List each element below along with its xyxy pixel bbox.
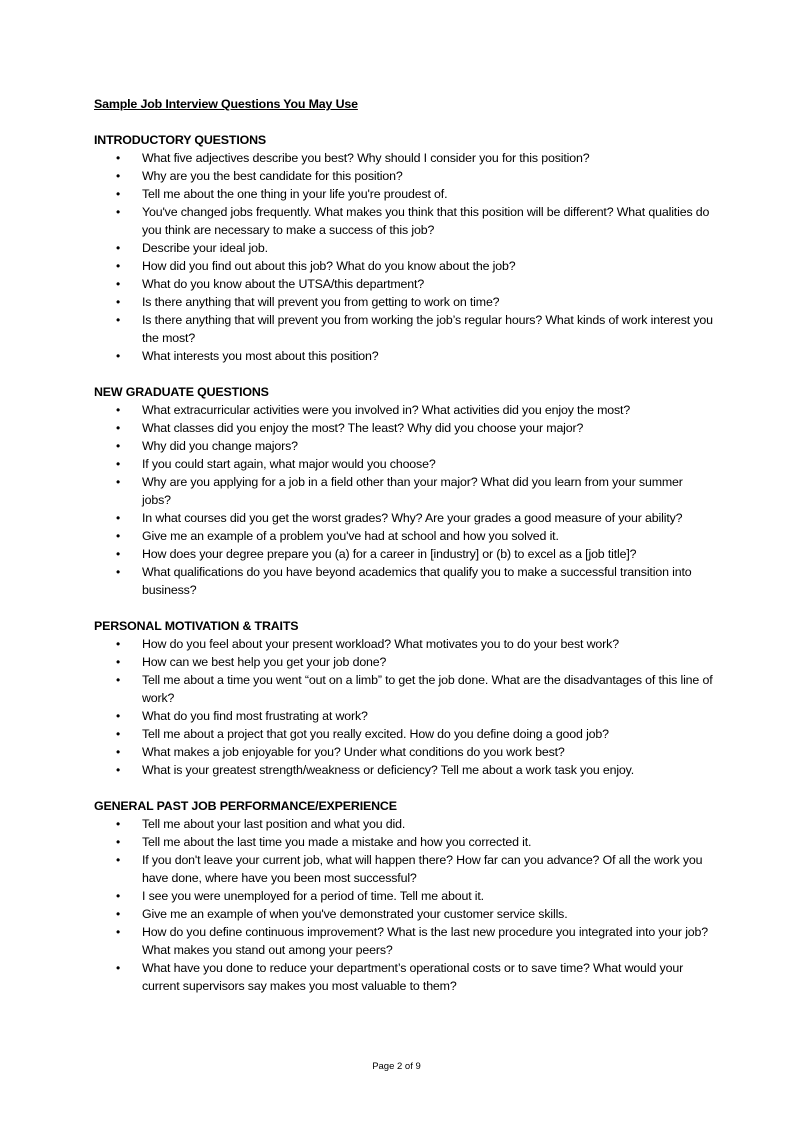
section-heading: PERSONAL MOTIVATION & TRAITS bbox=[94, 619, 299, 633]
bullet-icon: • bbox=[116, 925, 121, 939]
question-item bbox=[94, 527, 714, 545]
question-list bbox=[94, 815, 714, 995]
question-item bbox=[94, 419, 714, 437]
question-item bbox=[94, 635, 714, 653]
question-item bbox=[94, 833, 714, 851]
question-text: What do you find most frustrating at work? bbox=[142, 709, 368, 723]
bullet-icon: • bbox=[116, 565, 121, 579]
question-item bbox=[94, 851, 714, 887]
question-text: What five adjectives describe you best? Why should I consider you for this position? bbox=[142, 151, 590, 165]
question-item bbox=[94, 959, 714, 995]
bullet-icon: • bbox=[116, 817, 121, 831]
question-text: Tell me about your last position and what you did. bbox=[142, 817, 406, 831]
question-item bbox=[94, 815, 714, 833]
question-item bbox=[94, 761, 714, 779]
question-text: Tell me about the one thing in your life you're proudest of. bbox=[142, 187, 448, 201]
question-text: If you don't leave your current job, what will happen there? How far can you advance? Of all the work you have done, where have you been most successful? bbox=[142, 853, 703, 885]
section-heading: GENERAL PAST JOB PERFORMANCE/EXPERIENCE bbox=[94, 799, 397, 813]
bullet-icon: • bbox=[116, 169, 121, 183]
question-item bbox=[94, 239, 714, 257]
question-text: Is there anything that will prevent you from getting to work on time? bbox=[142, 295, 500, 309]
question-item bbox=[94, 455, 714, 473]
bullet-icon: • bbox=[116, 853, 121, 867]
bullet-icon: • bbox=[116, 529, 121, 543]
question-item bbox=[94, 653, 714, 671]
question-text: What extracurricular activities were you involved in? What activities did you enjoy the most? bbox=[142, 403, 631, 417]
question-item bbox=[94, 887, 714, 905]
bullet-icon: • bbox=[116, 655, 121, 669]
bullet-icon: • bbox=[116, 907, 121, 921]
question-item bbox=[94, 311, 714, 347]
bullet-icon: • bbox=[116, 637, 121, 651]
section bbox=[94, 797, 714, 995]
question-text: How did you find out about this job? What do you know about the job? bbox=[142, 259, 516, 273]
question-list bbox=[94, 149, 714, 365]
bullet-icon: • bbox=[116, 187, 121, 201]
question-text: In what courses did you get the worst grades? Why? Are your grades a good measure of your ability? bbox=[142, 511, 683, 525]
bullet-icon: • bbox=[116, 403, 121, 417]
question-list bbox=[94, 635, 714, 779]
question-text: How can we best help you get your job done? bbox=[142, 655, 387, 669]
question-item bbox=[94, 257, 714, 275]
question-text: What is your greatest strength/weakness or deficiency? Tell me about a work task you enjoy. bbox=[142, 763, 635, 777]
document-title: Sample Job Interview Questions You May Use bbox=[94, 97, 358, 111]
bullet-icon: • bbox=[116, 511, 121, 525]
question-item bbox=[94, 347, 714, 365]
question-text: What do you know about the UTSA/this department? bbox=[142, 277, 425, 291]
section bbox=[94, 383, 714, 599]
question-item bbox=[94, 167, 714, 185]
question-item bbox=[94, 473, 714, 509]
question-item bbox=[94, 185, 714, 203]
bullet-icon: • bbox=[116, 349, 121, 363]
question-text: I see you were unemployed for a period of time. Tell me about it. bbox=[142, 889, 484, 903]
question-text: Why did you change majors? bbox=[142, 439, 298, 453]
question-text: How do you feel about your present workload? What motivates you to do your best work? bbox=[142, 637, 619, 651]
question-text: Tell me about a project that got you really excited. How do you define doing a good job? bbox=[142, 727, 609, 741]
question-text: How do you define continuous improvement? What is the last new procedure you integrated into your job? What makes you stand out among your peers? bbox=[142, 925, 709, 957]
question-text: Tell me about a time you went “out on a limb” to get the job done. What are the disadvantages of this line of work? bbox=[142, 673, 713, 705]
bullet-icon: • bbox=[116, 727, 121, 741]
question-item bbox=[94, 725, 714, 743]
question-text: Describe your ideal job. bbox=[142, 241, 268, 255]
question-list bbox=[94, 401, 714, 599]
question-item bbox=[94, 545, 714, 563]
question-text: Why are you applying for a job in a field other than your major? What did you learn from your summer jobs? bbox=[142, 475, 683, 507]
bullet-icon: • bbox=[116, 547, 121, 561]
question-item bbox=[94, 149, 714, 167]
question-text: Give me an example of when you've demonstrated your customer service skills. bbox=[142, 907, 568, 921]
bullet-icon: • bbox=[116, 835, 121, 849]
question-text: Give me an example of a problem you've had at school and how you solved it. bbox=[142, 529, 559, 543]
question-text: You've changed jobs frequently. What makes you think that this position will be different? What qualities do you think are necessary to make a success of this job? bbox=[142, 205, 710, 237]
question-text: What makes a job enjoyable for you? Under what conditions do you work best? bbox=[142, 745, 565, 759]
question-item bbox=[94, 437, 714, 455]
bullet-icon: • bbox=[116, 745, 121, 759]
bullet-icon: • bbox=[116, 457, 121, 471]
question-item bbox=[94, 401, 714, 419]
question-text: Is there anything that will prevent you from working the job’s regular hours? What kinds of work interest you the most? bbox=[142, 313, 713, 345]
question-item bbox=[94, 743, 714, 761]
question-item bbox=[94, 293, 714, 311]
question-text: If you could start again, what major would you choose? bbox=[142, 457, 436, 471]
question-item bbox=[94, 905, 714, 923]
bullet-icon: • bbox=[116, 763, 121, 777]
sections-container bbox=[94, 131, 714, 995]
bullet-icon: • bbox=[116, 259, 121, 273]
bullet-icon: • bbox=[116, 439, 121, 453]
question-text: How does your degree prepare you (a) for a career in [industry] or (b) to excel as a [job title]? bbox=[142, 547, 637, 561]
bullet-icon: • bbox=[116, 961, 121, 975]
page-content bbox=[94, 95, 714, 1013]
question-item bbox=[94, 203, 714, 239]
bullet-icon: • bbox=[116, 241, 121, 255]
bullet-icon: • bbox=[116, 475, 121, 489]
question-text: What classes did you enjoy the most? The least? Why did you choose your major? bbox=[142, 421, 584, 435]
bullet-icon: • bbox=[116, 205, 121, 219]
section-heading: INTRODUCTORY QUESTIONS bbox=[94, 133, 267, 147]
question-item bbox=[94, 563, 714, 599]
question-item bbox=[94, 671, 714, 707]
bullet-icon: • bbox=[116, 151, 121, 165]
bullet-icon: • bbox=[116, 313, 121, 327]
bullet-icon: • bbox=[116, 421, 121, 435]
section-heading: NEW GRADUATE QUESTIONS bbox=[94, 385, 269, 399]
question-text: Tell me about the last time you made a mistake and how you corrected it. bbox=[142, 835, 532, 849]
bullet-icon: • bbox=[116, 277, 121, 291]
question-text: What interests you most about this position? bbox=[142, 349, 379, 363]
page-footer: Page 2 of 9 bbox=[372, 1061, 421, 1072]
question-text: What qualifications do you have beyond academics that qualify you to make a successful transition into business? bbox=[142, 565, 692, 597]
question-item bbox=[94, 923, 714, 959]
bullet-icon: • bbox=[116, 709, 121, 723]
question-text: Why are you the best candidate for this position? bbox=[142, 169, 403, 183]
question-item bbox=[94, 275, 714, 293]
question-text: What have you done to reduce your department’s operational costs or to save time? What would your current supervisors say makes you most valuable to them? bbox=[142, 961, 684, 993]
question-item bbox=[94, 707, 714, 725]
bullet-icon: • bbox=[116, 889, 121, 903]
section bbox=[94, 617, 714, 779]
question-item bbox=[94, 509, 714, 527]
bullet-icon: • bbox=[116, 673, 121, 687]
section bbox=[94, 131, 714, 365]
bullet-icon: • bbox=[116, 295, 121, 309]
